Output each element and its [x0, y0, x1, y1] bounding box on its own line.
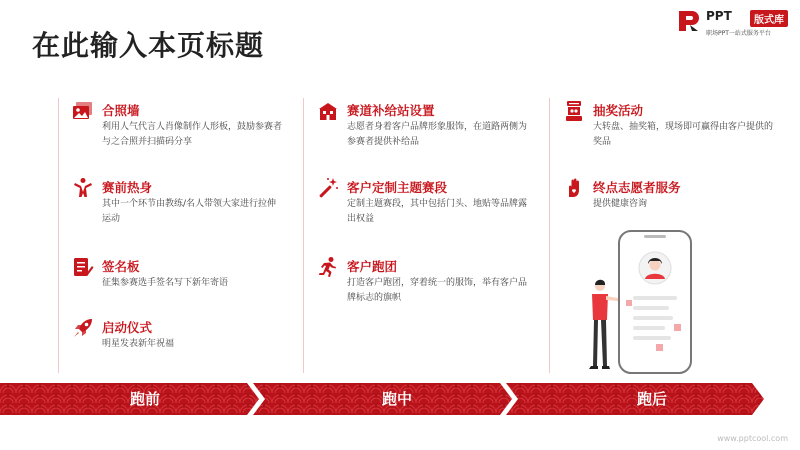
signature-board-icon: [72, 256, 94, 278]
item-desc: 定制主题赛段，其中包括门头、地贴等品牌露出权益: [347, 199, 528, 224]
item-desc: 利用人气代言人肖像制作人形板，鼓励参赛者与之合照并扫描码分享: [102, 122, 283, 147]
lottery-machine-icon: [563, 100, 585, 122]
item-title: 赛前热身: [102, 180, 153, 195]
item-title: 合照墙: [102, 103, 140, 118]
column-divider: [303, 98, 304, 373]
page-title: 在此输入本页标题: [32, 29, 265, 62]
logo-mark-icon: [676, 8, 702, 34]
item-desc: 明星发表新年祝福: [102, 339, 175, 349]
item-title: 启动仪式: [102, 320, 153, 335]
item-desc: 大转盘、抽奖箱，现场即可赢得由客户提供的奖品: [593, 122, 774, 147]
stretching-person-icon: [72, 177, 94, 199]
stage-label-before: 跑前: [129, 390, 160, 408]
logo-brand: PPT: [706, 9, 732, 23]
helping-hand-icon: [563, 177, 585, 199]
magic-wand-icon: [317, 177, 339, 199]
column-divider: [58, 98, 59, 373]
logo-slogan: 职场PPT一站式服务平台: [706, 30, 771, 37]
item-title: 赛道补给站设置: [347, 103, 435, 118]
item-title: 签名板: [102, 259, 140, 274]
item-desc: 打造客户跑团，穿着统一的服饰，举有客户品牌标志的旗帜: [347, 278, 528, 303]
rocket-icon: [72, 317, 94, 339]
runner-icon: [317, 256, 339, 278]
logo-badge: 版式库: [750, 10, 788, 27]
building-icon: [317, 100, 339, 122]
brand-logo[interactable]: [676, 8, 796, 42]
stage-label-during: 跑中: [381, 390, 412, 408]
item-title: 客户定制主题赛段: [347, 180, 448, 195]
item-desc: 征集参赛选手签名写下新年寄语: [102, 278, 229, 288]
item-desc: 其中一个环节由教练/名人带领大家进行拉伸运动: [102, 199, 277, 224]
item-title: 客户跑团: [347, 259, 398, 274]
item-desc: 提供健康咨询: [593, 199, 648, 209]
column-divider: [549, 98, 550, 373]
item-title: 抽奖活动: [593, 103, 644, 118]
phone-illustration: [586, 228, 711, 378]
item-title: 终点志愿者服务: [593, 180, 681, 195]
footer-url[interactable]: www.pptcool.com: [717, 434, 788, 443]
photo-frame-icon: [72, 100, 94, 122]
stage-label-after: 跑后: [636, 390, 667, 408]
item-desc: 志愿者身着客户品牌形象服饰，在道路两侧为参赛者提供补给品: [347, 122, 528, 147]
